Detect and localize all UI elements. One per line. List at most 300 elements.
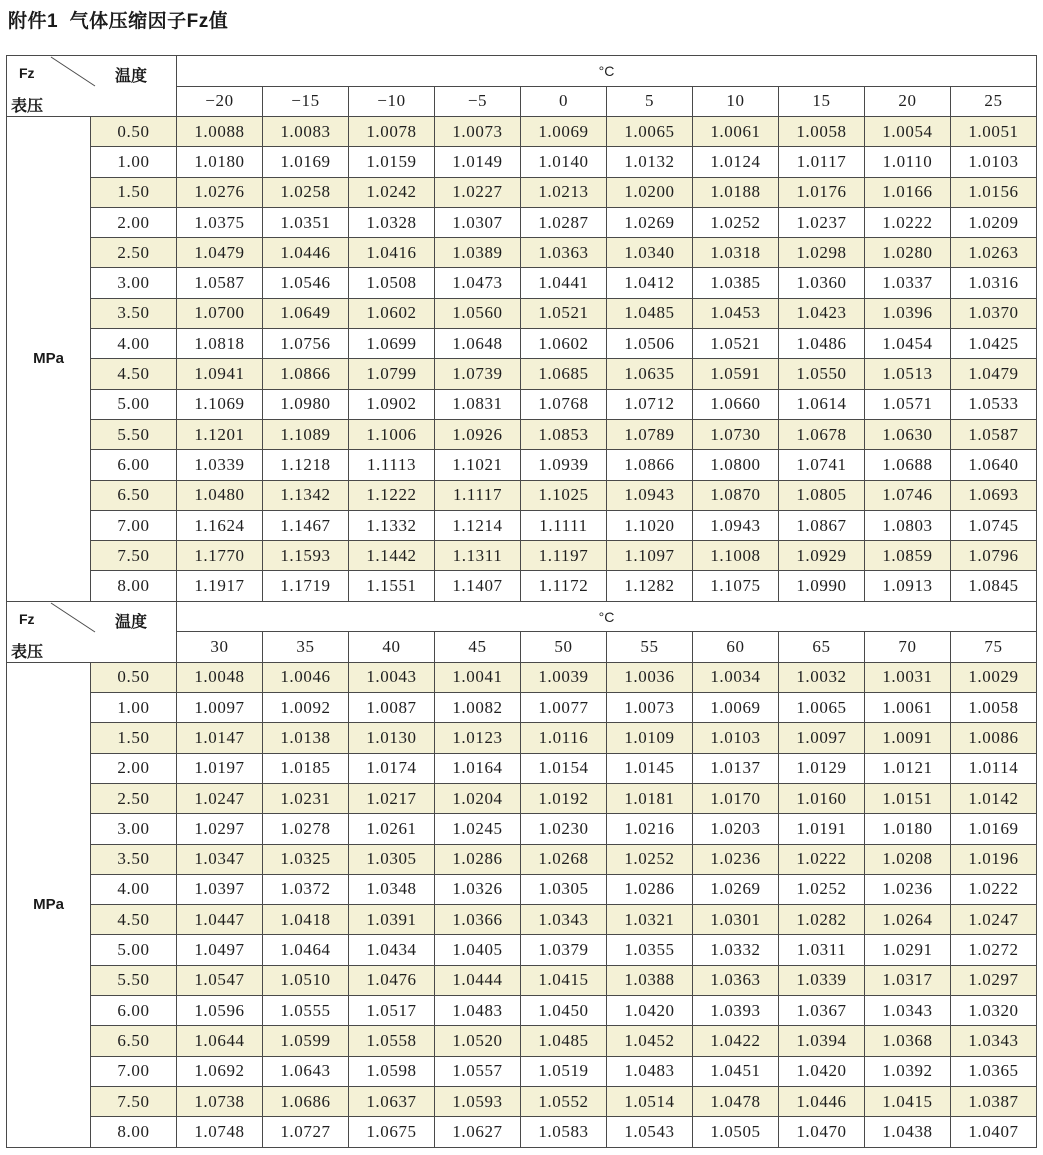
fz-value-cell: 1.0533 [951,389,1037,419]
fz-value-cell: 1.0069 [693,693,779,723]
fz-value-cell: 1.0738 [177,1086,263,1116]
fz-value-cell: 1.0340 [607,238,693,268]
fz-value-cell: 1.1282 [607,571,693,601]
temperature-header-cell: 65 [779,632,865,663]
temperature-header-cell: 10 [693,86,779,117]
fz-value-cell: 1.0181 [607,783,693,813]
fz-value-cell: 1.0685 [521,359,607,389]
fz-value-cell: 1.0480 [177,480,263,510]
temperature-header-cell: −15 [263,86,349,117]
pressure-cell: 7.00 [91,1056,177,1086]
temperature-header-cell: 25 [951,86,1037,117]
fz-value-cell: 1.0230 [521,814,607,844]
fz-value-cell: 1.1008 [693,541,779,571]
pressure-cell: 4.50 [91,359,177,389]
pressure-cell: 1.00 [91,693,177,723]
table-row [7,329,1037,359]
fz-value-cell: 1.0114 [951,753,1037,783]
fz-value-cell: 1.0423 [779,298,865,328]
fz-value-cell: 1.0164 [435,753,521,783]
fz-value-cell: 1.0034 [693,662,779,692]
fz-value-cell: 1.0103 [693,723,779,753]
temperature-unit-cell: °C [177,601,1037,632]
fz-value-cell: 1.0278 [263,814,349,844]
fz-value-cell: 1.0396 [865,298,951,328]
fz-value-cell: 1.0506 [607,329,693,359]
fz-value-cell: 1.0169 [263,147,349,177]
fz-value-cell: 1.0227 [435,177,521,207]
fz-value-cell: 1.0739 [435,359,521,389]
fz-value-cell: 1.0519 [521,1056,607,1086]
fz-value-cell: 1.0513 [865,359,951,389]
fz-value-cell: 1.0365 [951,1056,1037,1086]
fz-value-cell: 1.0305 [349,844,435,874]
fz-value-cell: 1.0867 [779,510,865,540]
fz-value-cell: 1.0154 [521,753,607,783]
fz-value-cell: 1.0686 [263,1086,349,1116]
fz-value-cell: 1.0497 [177,935,263,965]
table-row [7,662,1037,692]
table-row [7,450,1037,480]
fz-value-cell: 1.0476 [349,965,435,995]
fz-value-cell: 1.0061 [865,693,951,723]
fz-value-cell: 1.0485 [607,298,693,328]
temperature-header-cell: 20 [865,86,951,117]
fz-value-cell: 1.0596 [177,996,263,1026]
pressure-cell: 3.50 [91,298,177,328]
fz-value-cell: 1.0124 [693,147,779,177]
fz-value-cell: 1.0520 [435,1026,521,1056]
fz-value-cell: 1.0818 [177,329,263,359]
fz-value-cell: 1.0367 [779,996,865,1026]
fz-value-cell: 1.0486 [779,329,865,359]
corner-label-fz: Fz [19,610,35,627]
fz-value-cell: 1.0213 [521,177,607,207]
fz-value-cell: 1.0473 [435,268,521,298]
fz-value-cell: 1.0688 [865,450,951,480]
fz-value-cell: 1.0385 [693,268,779,298]
fz-value-cell: 1.0415 [521,965,607,995]
fz-value-cell: 1.0083 [263,117,349,147]
fz-value-cell: 1.0394 [779,1026,865,1056]
fz-value-cell: 1.0347 [177,844,263,874]
fz-value-cell: 1.0204 [435,783,521,813]
fz-value-cell: 1.0185 [263,753,349,783]
fz-value-cell: 1.1551 [349,571,435,601]
fz-value-cell: 1.0441 [521,268,607,298]
fz-value-cell: 1.0980 [263,389,349,419]
fz-value-cell: 1.0097 [177,693,263,723]
fz-value-cell: 1.1089 [263,419,349,449]
fz-value-cell: 1.0415 [865,1086,951,1116]
temperature-header-cell: −10 [349,86,435,117]
fz-value-cell: 1.0420 [607,996,693,1026]
fz-value-cell: 1.0297 [951,965,1037,995]
fz-value-cell: 1.0180 [865,814,951,844]
fz-value-cell: 1.0478 [693,1086,779,1116]
fz-value-cell: 1.0422 [693,1026,779,1056]
fz-value-cell: 1.0756 [263,329,349,359]
table-row [7,935,1037,965]
table-row [7,419,1037,449]
fz-value-cell: 1.0103 [951,147,1037,177]
fz-value-cell: 1.0036 [607,662,693,692]
pressure-cell: 5.00 [91,389,177,419]
fz-value-cell: 1.0693 [951,480,1037,510]
fz-value-cell: 1.0121 [865,753,951,783]
fz-value-cell: 1.0805 [779,480,865,510]
fz-value-cell: 1.0287 [521,207,607,237]
fz-value-cell: 1.0941 [177,359,263,389]
fz-value-cell: 1.0258 [263,177,349,207]
diagonal-divider [51,603,95,632]
pressure-cell: 4.50 [91,905,177,935]
fz-value-cell: 1.0508 [349,268,435,298]
fz-value-cell: 1.0077 [521,693,607,723]
fz-value-cell: 1.0197 [177,753,263,783]
fz-value-cell: 1.1593 [263,541,349,571]
fz-value-cell: 1.0943 [607,480,693,510]
pressure-cell: 2.50 [91,783,177,813]
fz-value-cell: 1.0643 [263,1056,349,1086]
fz-value-cell: 1.0558 [349,1026,435,1056]
fz-value-cell: 1.0109 [607,723,693,753]
fz-value-cell: 1.0332 [693,935,779,965]
fz-value-cell: 1.0831 [435,389,521,419]
fz-value-cell: 1.0156 [951,177,1037,207]
fz-value-cell: 1.0505 [693,1117,779,1147]
fz-value-cell: 1.0242 [349,177,435,207]
fz-value-cell: 1.0700 [177,298,263,328]
fz-value-cell: 1.0543 [607,1117,693,1147]
fz-value-cell: 1.0451 [693,1056,779,1086]
fz-value-cell: 1.0853 [521,419,607,449]
fz-value-cell: 1.0479 [177,238,263,268]
fz-value-cell: 1.0943 [693,510,779,540]
fz-value-cell: 1.0479 [951,359,1037,389]
fz-value-cell: 1.0517 [349,996,435,1026]
fz-value-cell: 1.0297 [177,814,263,844]
pressure-cell: 6.00 [91,450,177,480]
fz-value-cell: 1.0446 [779,1086,865,1116]
fz-value-cell: 1.0231 [263,783,349,813]
fz-value-cell: 1.0550 [779,359,865,389]
fz-value-cell: 1.0326 [435,874,521,904]
fz-value-cell: 1.0446 [263,238,349,268]
fz-value-cell: 1.0130 [349,723,435,753]
table-row [7,693,1037,723]
fz-value-cell: 1.0073 [607,693,693,723]
fz-value-cell: 1.0222 [779,844,865,874]
fz-value-cell: 1.0454 [865,329,951,359]
fz-value-cell: 1.0318 [693,238,779,268]
fz-value-cell: 1.0593 [435,1086,521,1116]
fz-value-cell: 1.0142 [951,783,1037,813]
fz-value-cell: 1.0464 [263,935,349,965]
header-row-unit [7,56,1037,87]
table-row [7,389,1037,419]
temperature-header-cell: 40 [349,632,435,663]
pressure-cell: 1.00 [91,147,177,177]
corner-label-fz: Fz [19,65,35,81]
fz-value-cell: 1.0387 [951,1086,1037,1116]
fz-value-cell: 1.0247 [177,783,263,813]
fz-value-cell: 1.1117 [435,480,521,510]
table-row [7,996,1037,1026]
fz-value-cell: 1.0209 [951,207,1037,237]
fz-value-cell: 1.0799 [349,359,435,389]
fz-value-cell: 1.0305 [521,874,607,904]
fz-value-cell: 1.1222 [349,480,435,510]
table-section-1 [7,56,1037,602]
fz-value-cell: 1.0166 [865,177,951,207]
fz-value-cell: 1.0054 [865,117,951,147]
fz-value-cell: 1.0425 [951,329,1037,359]
pressure-cell: 6.50 [91,1026,177,1056]
fz-value-cell: 1.1442 [349,541,435,571]
corner-label-temperature: 温度 [115,613,148,631]
temperature-header-cell: 45 [435,632,521,663]
fz-value-cell: 1.0339 [177,450,263,480]
table-row [7,298,1037,328]
fz-value-cell: 1.0208 [865,844,951,874]
fz-value-cell: 1.1342 [263,480,349,510]
fz-value-cell: 1.0368 [865,1026,951,1056]
fz-value-cell: 1.1467 [263,510,349,540]
fz-value-cell: 1.0678 [779,419,865,449]
fz-value-cell: 1.0151 [865,783,951,813]
fz-value-cell: 1.0061 [693,117,779,147]
fz-value-cell: 1.0041 [435,662,521,692]
fz-value-cell: 1.0097 [779,723,865,753]
fz-value-cell: 1.0325 [263,844,349,874]
fz-value-cell: 1.1075 [693,571,779,601]
fz-value-cell: 1.0514 [607,1086,693,1116]
fz-value-cell: 1.0730 [693,419,779,449]
fz-value-cell: 1.0521 [521,298,607,328]
fz-value-cell: 1.0748 [177,1117,263,1147]
table-row [7,753,1037,783]
fz-value-cell: 1.0043 [349,662,435,692]
pressure-cell: 0.50 [91,117,177,147]
fz-compression-factor-table [6,55,1037,1148]
fz-value-cell: 1.0039 [521,662,607,692]
fz-value-cell: 1.0803 [865,510,951,540]
fz-value-cell: 1.0160 [779,783,865,813]
fz-value-cell: 1.0222 [951,874,1037,904]
fz-value-cell: 1.0602 [521,329,607,359]
pressure-cell: 2.00 [91,753,177,783]
fz-value-cell: 1.0800 [693,450,779,480]
fz-value-cell: 1.0602 [349,298,435,328]
fz-value-cell: 1.0614 [779,389,865,419]
fz-value-cell: 1.0328 [349,207,435,237]
fz-value-cell: 1.0418 [263,905,349,935]
fz-value-cell: 1.0392 [865,1056,951,1086]
fz-value-cell: 1.0170 [693,783,779,813]
fz-value-cell: 1.0192 [521,783,607,813]
table-row [7,268,1037,298]
fz-value-cell: 1.0768 [521,389,607,419]
fz-value-cell: 1.0245 [435,814,521,844]
pressure-cell: 5.00 [91,935,177,965]
fz-value-cell: 1.0169 [951,814,1037,844]
temperature-header-cell: 5 [607,86,693,117]
pressure-cell: 8.00 [91,1117,177,1147]
fz-value-cell: 1.0337 [865,268,951,298]
fz-value-cell: 1.0237 [779,207,865,237]
fz-value-cell: 1.0866 [263,359,349,389]
pressure-cell: 3.00 [91,268,177,298]
table-row [7,905,1037,935]
fz-value-cell: 1.0217 [349,783,435,813]
fz-value-cell: 1.0065 [779,693,865,723]
fz-value-cell: 1.0269 [693,874,779,904]
fz-value-cell: 1.1113 [349,450,435,480]
temperature-header-cell: 75 [951,632,1037,663]
fz-value-cell: 1.0745 [951,510,1037,540]
fz-value-cell: 1.0675 [349,1117,435,1147]
fz-value-cell: 1.0727 [263,1117,349,1147]
fz-value-cell: 1.0649 [263,298,349,328]
temperature-header-cell: 50 [521,632,607,663]
pressure-cell: 7.00 [91,510,177,540]
table-row [7,147,1037,177]
pressure-cell: 6.50 [91,480,177,510]
fz-value-cell: 1.0845 [951,571,1037,601]
fz-value-cell: 1.0699 [349,329,435,359]
table-row [7,480,1037,510]
fz-value-cell: 1.0069 [521,117,607,147]
table-row [7,541,1037,571]
table-row [7,1026,1037,1056]
fz-value-cell: 1.0660 [693,389,779,419]
fz-value-cell: 1.0351 [263,207,349,237]
fz-value-cell: 1.0929 [779,541,865,571]
fz-value-cell: 1.1097 [607,541,693,571]
fz-value-cell: 1.0129 [779,753,865,783]
table-row [7,1086,1037,1116]
pressure-cell: 4.00 [91,329,177,359]
fz-value-cell: 1.0029 [951,662,1037,692]
fz-value-cell: 1.0048 [177,662,263,692]
fz-value-cell: 1.0447 [177,905,263,935]
fz-value-cell: 1.0370 [951,298,1037,328]
fz-value-cell: 1.0065 [607,117,693,147]
fz-value-cell: 1.0363 [693,965,779,995]
temperature-header-cell: 35 [263,632,349,663]
header-row-unit [7,601,1037,632]
fz-value-cell: 1.0552 [521,1086,607,1116]
fz-value-cell: 1.0796 [951,541,1037,571]
fz-value-cell: 1.1197 [521,541,607,571]
fz-value-cell: 1.0191 [779,814,865,844]
corner-box [7,602,176,662]
fz-value-cell: 1.0282 [779,905,865,935]
fz-value-cell: 1.0379 [521,935,607,965]
fz-value-cell: 1.0145 [607,753,693,783]
fz-value-cell: 1.0222 [865,207,951,237]
fz-value-cell: 1.0648 [435,329,521,359]
fz-value-cell: 1.0236 [693,844,779,874]
fz-value-cell: 1.0216 [607,814,693,844]
temperature-unit-cell: °C [177,56,1037,87]
fz-value-cell: 1.0870 [693,480,779,510]
fz-value-cell: 1.0375 [177,207,263,237]
fz-value-cell: 1.0280 [865,238,951,268]
fz-value-cell: 1.0434 [349,935,435,965]
table-row [7,1056,1037,1086]
fz-value-cell: 1.0355 [607,935,693,965]
fz-value-cell: 1.0247 [951,905,1037,935]
fz-value-cell: 1.0485 [521,1026,607,1056]
fz-value-cell: 1.0252 [607,844,693,874]
fz-value-cell: 1.0555 [263,996,349,1026]
fz-value-cell: 1.0630 [865,419,951,449]
fz-value-cell: 1.0866 [607,450,693,480]
fz-value-cell: 1.0348 [349,874,435,904]
fz-value-cell: 1.0360 [779,268,865,298]
fz-value-cell: 1.0117 [779,147,865,177]
temperature-header-cell: −20 [177,86,263,117]
fz-value-cell: 1.0599 [263,1026,349,1056]
fz-value-cell: 1.0859 [865,541,951,571]
fz-value-cell: 1.0343 [951,1026,1037,1056]
temperature-header-cell: 55 [607,632,693,663]
fz-value-cell: 1.0583 [521,1117,607,1147]
fz-value-cell: 1.0789 [607,419,693,449]
fz-value-cell: 1.1020 [607,510,693,540]
fz-value-cell: 1.0082 [435,693,521,723]
fz-value-cell: 1.0913 [865,571,951,601]
temperature-header-cell: 30 [177,632,263,663]
fz-value-cell: 1.1025 [521,480,607,510]
pressure-cell: 5.50 [91,419,177,449]
fz-value-cell: 1.1006 [349,419,435,449]
fz-value-cell: 1.0591 [693,359,779,389]
fz-value-cell: 1.0547 [177,965,263,995]
fz-value-cell: 1.0416 [349,238,435,268]
fz-value-cell: 1.0510 [263,965,349,995]
fz-value-cell: 1.0200 [607,177,693,207]
fz-value-cell: 1.0420 [779,1056,865,1086]
fz-value-cell: 1.0091 [865,723,951,753]
fz-value-cell: 1.0174 [349,753,435,783]
fz-value-cell: 1.0301 [693,905,779,935]
table-row [7,723,1037,753]
pressure-cell: 6.00 [91,996,177,1026]
fz-value-cell: 1.0363 [521,238,607,268]
fz-value-cell: 1.0252 [693,207,779,237]
fz-value-cell: 1.0483 [435,996,521,1026]
fz-value-cell: 1.0307 [435,207,521,237]
table-section-2 [7,601,1037,1147]
fz-value-cell: 1.1311 [435,541,521,571]
fz-value-cell: 1.0051 [951,117,1037,147]
fz-value-cell: 1.0261 [349,814,435,844]
fz-value-cell: 1.0058 [779,117,865,147]
temperature-header-cell: 60 [693,632,779,663]
table-row [7,117,1037,147]
fz-value-cell: 1.0086 [951,723,1037,753]
fz-value-cell: 1.0412 [607,268,693,298]
corner-header-cell [7,601,177,662]
fz-value-cell: 1.0483 [607,1056,693,1086]
fz-value-cell: 1.0149 [435,147,521,177]
temperature-header-cell: 15 [779,86,865,117]
fz-value-cell: 1.0741 [779,450,865,480]
fz-value-cell: 1.0298 [779,238,865,268]
